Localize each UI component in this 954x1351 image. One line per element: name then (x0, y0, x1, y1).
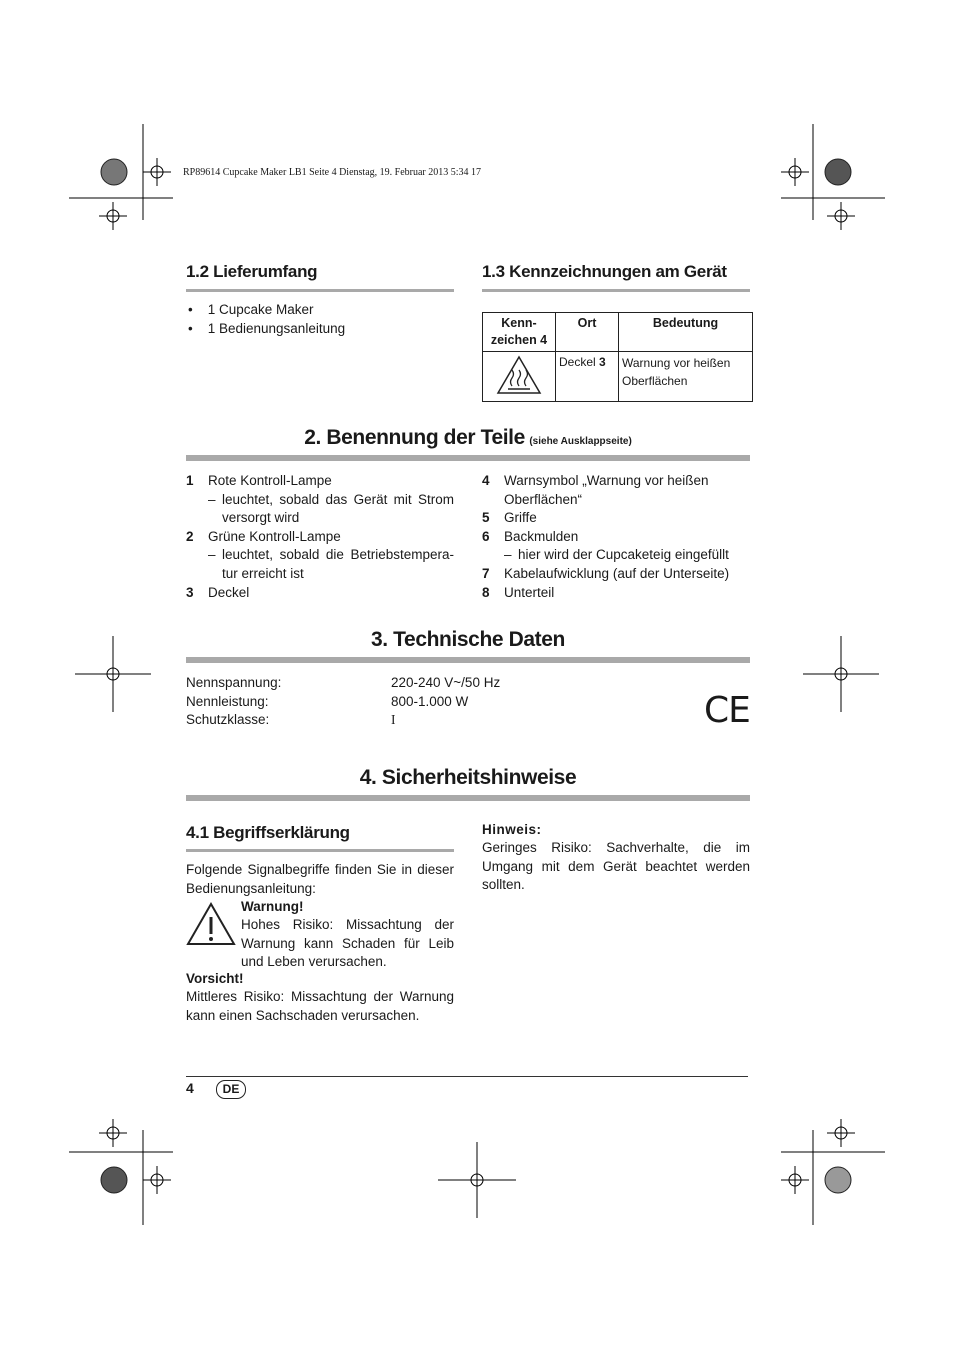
tech-data-value: I (391, 712, 396, 728)
symbols-table (482, 312, 753, 402)
section-1-3-heading: 1.3 Kennzeichnungen am Gerät (482, 262, 727, 281)
list-subitem: – leuchtet, sobald das Gerät mit Strom versorgt wird (208, 491, 454, 526)
table-cell-symbol (483, 352, 556, 402)
part-label: Unterteil (504, 584, 555, 600)
section-1-2-rule (186, 289, 454, 292)
general-warning-icon (186, 902, 236, 946)
list-subitem: – hier wird der Cupcaketeig eingefüllt (504, 547, 729, 563)
part-number: 1 (186, 473, 194, 488)
tech-data-value: 800-1.000 W (391, 693, 469, 709)
part-label: Warnsymbol „Warnung vor heißen Oberflächen“ (504, 473, 709, 507)
list-item: • 1 Cupcake Maker (188, 302, 314, 317)
tech-data-table (186, 674, 586, 730)
ce-mark: CE (704, 690, 750, 731)
part-description: leuchtet, sobald die Betriebstempera-tur erreicht ist (222, 547, 454, 581)
table-row (483, 352, 753, 402)
list-item (482, 509, 750, 528)
part-number: 6 (482, 528, 490, 544)
location-part-number: 3 (599, 355, 606, 369)
vorsicht-text: Mittleres Risiko: Missachtung der Warnung kann einen Sachschaden verursachen. (186, 989, 454, 1023)
section-4-heading: 4. Sicherheitshinweise (359, 766, 577, 789)
print-header-line: RP89614 Cupcake Maker LB1 Seite 4 Dienstag, 19. Februar 2013 5:34 17 (183, 167, 482, 178)
tech-data-row (186, 674, 586, 693)
parts-list-right (482, 472, 750, 602)
part-number: 8 (482, 584, 490, 600)
section-2-rule (186, 455, 750, 461)
tech-data-label: Nennleistung: (186, 693, 269, 709)
list-item (482, 565, 750, 584)
section-1-2-heading: 1.2 Lieferumfang (186, 262, 318, 281)
section-4-rule (186, 795, 750, 801)
part-number: 2 (186, 528, 194, 544)
part-label: Grüne Kontroll-Lampe (208, 528, 341, 544)
section-1-3-rule (482, 289, 750, 292)
warnung-text: Hohes Risiko: Missachtung der Warnung kann Schaden für Leib und Leben verursachen. (241, 917, 454, 970)
part-number: 3 (186, 584, 194, 600)
hinweis-text: Geringes Risiko: Sachverhalte, die im Umgang mit dem Gerät beachtet werden sollten. (482, 840, 750, 893)
vorsicht-title: Vorsicht! (186, 971, 244, 986)
language-badge: DE (216, 1080, 246, 1099)
delivery-list (188, 301, 448, 338)
part-label: Griffe (504, 510, 537, 526)
parts-list-left (186, 472, 454, 602)
footer-rule (186, 1076, 748, 1077)
part-number: 7 (482, 565, 490, 581)
list-item-text: 1 Cupcake Maker (207, 302, 314, 317)
list-item (186, 472, 454, 491)
location-text: Deckel (559, 355, 596, 369)
tech-data-row (186, 711, 586, 730)
part-label: Rote Kontroll-Lampe (208, 473, 332, 488)
section-2-heading (186, 426, 750, 450)
part-label: Backmulden (504, 528, 579, 544)
part-number: 4 (482, 473, 490, 488)
list-item-text: 1 Bedienungsanleitung (207, 320, 346, 336)
page-number: 4 (186, 1080, 194, 1096)
list-subitem: – leuchtet, sobald die Betriebstempera-tur erreicht ist (208, 547, 454, 581)
tech-data-label: Schutzklasse: (186, 712, 270, 728)
tech-data-label: Nennspannung: (186, 675, 282, 690)
table-header-location: Ort (556, 313, 619, 352)
part-label: Deckel (208, 584, 250, 600)
list-item (186, 584, 454, 603)
table-header-row (483, 313, 753, 352)
section-2-title: 2. Benennung der Teile (304, 426, 525, 449)
part-description: hier wird der Cupcaketeig eingefüllt (518, 547, 729, 563)
warnung-title: Warnung! (241, 899, 304, 914)
signal-words-intro: Folgende Signalbegriffe finden Sie in dieser Bedienungsanleitung: (186, 862, 454, 896)
part-description: leuchtet, sobald das Gerät mit Strom versorgt wird (222, 491, 454, 526)
list-item (186, 528, 454, 547)
list-item (482, 584, 750, 603)
section-4-1-rule (186, 849, 454, 852)
part-label: Kabelaufwicklung (auf der Unterseite) (504, 565, 730, 581)
section-3-rule (186, 657, 750, 663)
section-3-heading: 3. Technische Daten (371, 628, 565, 651)
section-4-1-heading: 4.1 Begriffserklärung (186, 823, 350, 842)
section-2-title-note: (siehe Ausklappseite) (529, 436, 632, 447)
list-item: • 1 Bedienungsanleitung (188, 320, 346, 336)
table-cell-meaning: Warnung vor heißen Oberflächen (619, 352, 753, 402)
part-number: 5 (482, 510, 490, 526)
hinweis-title: Hinweis: (482, 822, 542, 837)
table-header-symbol: Kenn-zeichen 4 (483, 313, 556, 352)
table-cell-location (556, 352, 619, 402)
list-item (482, 472, 750, 509)
tech-data-value: 220-240 V~/50 Hz (391, 675, 501, 690)
hot-surface-warning-icon (495, 354, 543, 396)
list-item (482, 528, 750, 547)
tech-data-row (186, 693, 586, 712)
table-header-meaning: Bedeutung (619, 313, 753, 352)
